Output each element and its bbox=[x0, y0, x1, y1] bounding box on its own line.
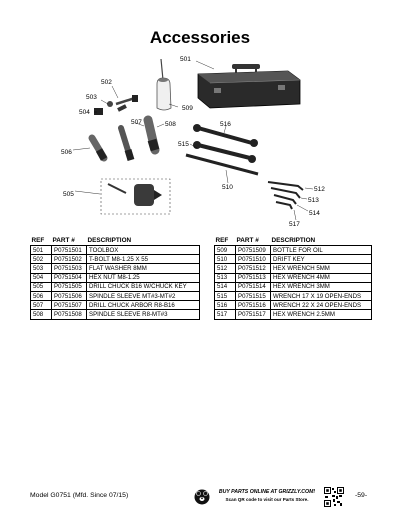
description-cell: HEX NUT M8-1.25 bbox=[87, 273, 200, 282]
column-header-ref: REF bbox=[215, 237, 229, 244]
table-header-row bbox=[215, 237, 372, 246]
table-row bbox=[215, 255, 372, 264]
grizzly-bear-logo-icon bbox=[194, 489, 210, 505]
callout-512: 512 bbox=[314, 186, 325, 193]
table-row bbox=[31, 246, 200, 255]
part-cell: P0751504 bbox=[52, 273, 87, 282]
part-cell: P0751509 bbox=[236, 246, 271, 255]
table-row bbox=[31, 282, 200, 291]
ref-cell: 513 bbox=[215, 273, 236, 282]
parts-table-right bbox=[214, 237, 372, 320]
callout-501: 501 bbox=[180, 56, 191, 63]
column-header-part: PART # bbox=[236, 237, 259, 244]
accessories-illustration bbox=[0, 0, 400, 235]
callout-502: 502 bbox=[101, 79, 112, 86]
table-row bbox=[215, 301, 372, 310]
part-cell: P0751508 bbox=[52, 310, 87, 319]
parts-store-promo bbox=[213, 489, 321, 503]
callout-506: 506 bbox=[61, 149, 72, 156]
hex-wrenches-drawing bbox=[268, 182, 303, 209]
callout-509: 509 bbox=[182, 105, 193, 112]
toolbox-drawing bbox=[198, 64, 300, 108]
callout-517: 517 bbox=[289, 221, 300, 228]
description-cell: HEX WRENCH 4MM bbox=[271, 273, 372, 282]
part-cell: P0751503 bbox=[52, 264, 87, 273]
column-header-description: DESCRIPTION bbox=[271, 237, 316, 244]
parts-table-left bbox=[30, 237, 200, 320]
description-cell: HEX WRENCH 5MM bbox=[271, 264, 372, 273]
description-cell: TOOLBOX bbox=[87, 246, 200, 255]
callout-510: 510 bbox=[222, 184, 233, 191]
ref-cell: 503 bbox=[31, 264, 52, 273]
part-cell: P0751516 bbox=[236, 301, 271, 310]
part-cell: P0751512 bbox=[236, 264, 271, 273]
callout-514: 514 bbox=[309, 210, 320, 217]
ref-cell: 507 bbox=[31, 301, 52, 310]
callout-515: 515 bbox=[178, 141, 189, 148]
table-row bbox=[215, 273, 372, 282]
qr-code-icon[interactable] bbox=[324, 487, 344, 507]
promo-subline: Scan QR code to visit our Parts Store. bbox=[225, 497, 309, 502]
callout-513: 513 bbox=[308, 197, 319, 204]
description-cell: BOTTLE FOR OIL bbox=[271, 246, 372, 255]
ref-cell: 509 bbox=[215, 246, 236, 255]
description-cell: DRILL CHUCK ARBOR R8-B16 bbox=[87, 301, 200, 310]
column-header-description: DESCRIPTION bbox=[87, 237, 132, 244]
part-cell: P0751513 bbox=[236, 273, 271, 282]
table-row bbox=[215, 264, 372, 273]
part-cell: P0751510 bbox=[236, 255, 271, 264]
ref-cell: 501 bbox=[31, 246, 52, 255]
part-cell: P0751517 bbox=[236, 310, 271, 319]
callout-508: 508 bbox=[165, 121, 176, 128]
description-cell: HEX WRENCH 2.5MM bbox=[271, 310, 372, 319]
part-cell: P0751505 bbox=[52, 282, 87, 291]
table-row bbox=[215, 282, 372, 291]
table-row bbox=[31, 291, 200, 300]
part-cell: P0751502 bbox=[52, 255, 87, 264]
ref-cell: 517 bbox=[215, 310, 236, 319]
description-cell: WRENCH 17 X 19 OPEN-ENDS bbox=[271, 291, 372, 300]
part-cell: P0751506 bbox=[52, 291, 87, 300]
callout-507: 507 bbox=[131, 119, 142, 126]
bolt-hardware-drawing bbox=[94, 95, 138, 115]
part-cell: P0751514 bbox=[236, 282, 271, 291]
callout-504: 504 bbox=[79, 109, 90, 116]
table-row bbox=[215, 310, 372, 319]
table-header-row bbox=[31, 237, 200, 246]
ref-cell: 504 bbox=[31, 273, 52, 282]
open-end-wrenches-drawing bbox=[193, 124, 258, 163]
description-cell: DRIFT KEY bbox=[271, 255, 372, 264]
promo-headline: BUY PARTS ONLINE AT GRIZZLY.COM! bbox=[218, 489, 316, 495]
ref-cell: 512 bbox=[215, 264, 236, 273]
part-cell: P0751501 bbox=[52, 246, 87, 255]
callout-505: 505 bbox=[63, 191, 74, 198]
description-cell: DRILL CHUCK B16 W/CHUCK KEY bbox=[87, 282, 200, 291]
table-row bbox=[31, 255, 200, 264]
callout-503: 503 bbox=[86, 94, 97, 101]
ref-cell: 510 bbox=[215, 255, 236, 264]
table-row bbox=[31, 301, 200, 310]
description-cell: SPINDLE SLEEVE R8-MT#3 bbox=[87, 310, 200, 319]
table-row bbox=[31, 264, 200, 273]
footer-model-text: Model G0751 (Mfd. Since 07/15) bbox=[30, 492, 129, 499]
parts-tables bbox=[30, 237, 372, 320]
ref-cell: 505 bbox=[31, 282, 52, 291]
page-number: -59- bbox=[355, 492, 368, 499]
description-cell: WRENCH 22 X 24 OPEN-ENDS bbox=[271, 301, 372, 310]
ref-cell: 515 bbox=[215, 291, 236, 300]
part-cell: P0751507 bbox=[52, 301, 87, 310]
part-cell: P0751515 bbox=[236, 291, 271, 300]
ref-cell: 506 bbox=[31, 291, 52, 300]
ref-cell: 502 bbox=[31, 255, 52, 264]
ref-cell: 516 bbox=[215, 301, 236, 310]
description-cell: T-BOLT M8-1.25 X 55 bbox=[87, 255, 200, 264]
ref-cell: 508 bbox=[31, 310, 52, 319]
description-cell: FLAT WASHER 8MM bbox=[87, 264, 200, 273]
table-row bbox=[215, 291, 372, 300]
table-row bbox=[31, 273, 200, 282]
callout-516: 516 bbox=[220, 121, 231, 128]
column-header-ref: REF bbox=[31, 237, 45, 244]
page-title: Accessories bbox=[149, 28, 251, 47]
table-row bbox=[215, 246, 372, 255]
table-row bbox=[31, 310, 200, 319]
drill-chuck-drawing bbox=[101, 179, 170, 214]
description-cell: SPINDLE SLEEVE MT#3-MT#2 bbox=[87, 291, 200, 300]
description-cell: HEX WRENCH 3MM bbox=[271, 282, 372, 291]
oil-bottle-drawing bbox=[157, 59, 171, 110]
spindle-sleeves-drawing bbox=[92, 120, 155, 160]
ref-cell: 514 bbox=[215, 282, 236, 291]
column-header-part: PART # bbox=[52, 237, 75, 244]
